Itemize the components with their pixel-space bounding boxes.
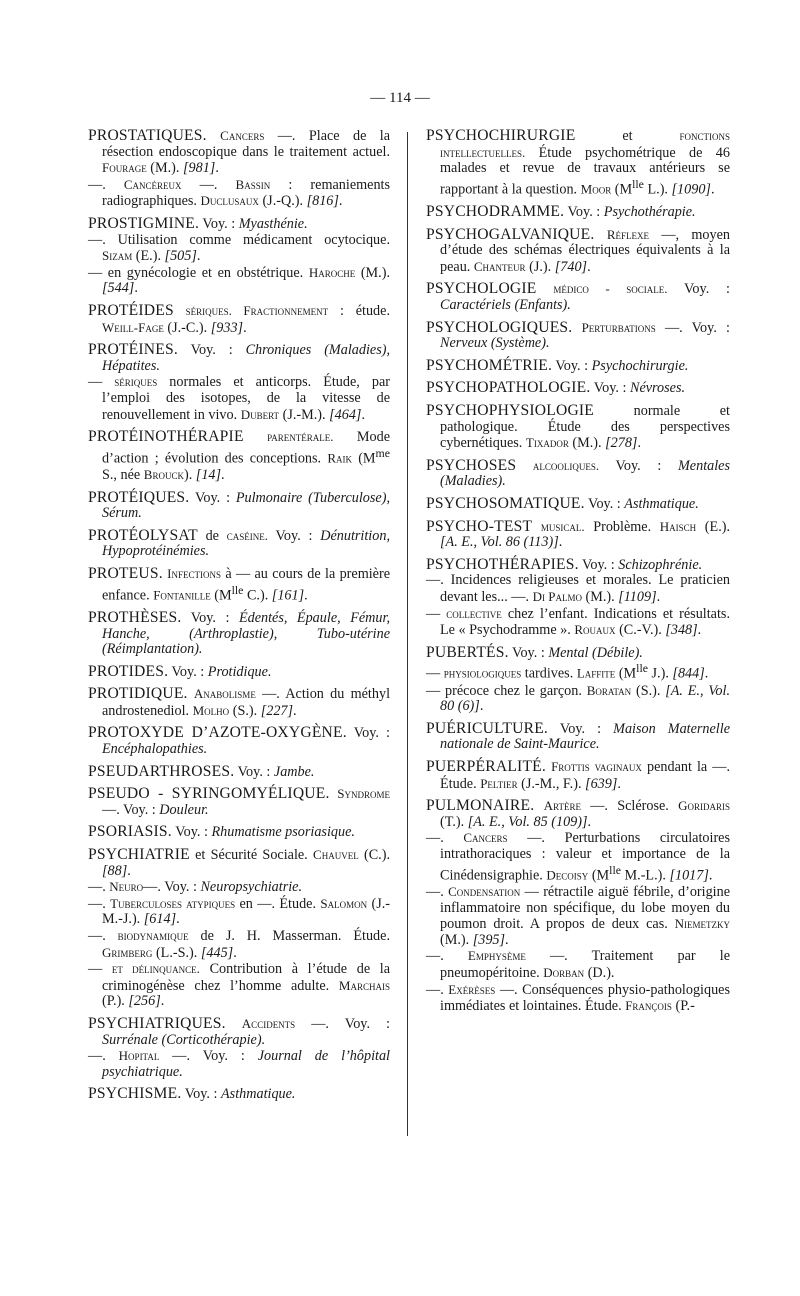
index-entry: —. Tuberculoses atypiques en —. Étude. Salomon (J.-M.-J.). [614].	[88, 895, 390, 928]
index-entry: —. Cancers —. Perturbations circulatoires intrathoraciques : valeur et importance de la Cinédensigraphie. Decoisy ($M^{lle}$ M.-L.). [1017].	[426, 830, 730, 884]
index-entry: PSYCHIATRIE et Sécurité Sociale. Chauvel (C.). [88].	[88, 846, 390, 879]
index-entry: —. biodynamique de J. H. Masserman. Étude. Grimberg (L.-S.). [445].	[88, 928, 390, 961]
column-divider	[407, 132, 408, 1136]
index-entry: PROSTIGMINE. Voy. : Myasthénie.	[88, 214, 308, 232]
index-entry: PUERPÉRALITÉ. Frottis vaginaux pendant la —. Étude. Peltier (J.-M., F.). [639].	[426, 758, 731, 792]
index-entry: PSYCHISME. Voy. : Asthmatique.	[88, 1085, 296, 1103]
index-entry: PSYCHOGALVANIQUE. Réflexe —, moyen d’étude des schémas électriques équivalents à la peau. Chanteur (J.). [740].	[426, 225, 730, 275]
index-entry: PUBERTÉS. Voy. : Mental (Débile).	[426, 643, 643, 661]
index-entry: — précoce chez le garçon. Boratan (S.). [A. E., Vol. 80 (6)].	[426, 682, 731, 715]
index-entry: PROTÉIQUES. Voy. : Pulmonaire (Tuberculose), Sérum.	[88, 488, 390, 522]
index-entry: PSYCHO-TEST musical. Problème. Haisch (E.). [A. E., Vol. 86 (113)].	[426, 517, 731, 551]
index-entry: PSYCHOLOGIE médico - sociale. Voy. : Caractériels (Enfants).	[426, 280, 731, 314]
index-entry: — collective chez l’enfant. Indications et résultats. Le « Psychodramme ». Rouaux (C.-V.). [348].	[426, 605, 730, 639]
index-entry: PROTEUS. Infections à — au cours de la première enfance. Fontanille ($M^{lle}$ C.). [161].	[88, 564, 391, 604]
index-entry: PROTÉINOTHÉRAPIE parentérale. Mode d’action ; évolution des conceptions. Raik ($M^{me}$ S., née Brouck). [14].	[88, 428, 390, 484]
index-entry: —. Exérèses —. Conséquences physio-pathologiques immédiates et lointaines. Étude. François (P.-	[426, 981, 730, 1015]
index-entry: — sériques normales et anticorps. Étude, par l’emploi des isotopes, de la vitesse de renouvellement in vivo. Dubert (J.-M.). [464].	[88, 374, 390, 423]
index-entry: PSORIASIS. Voy. : Rhumatisme psoriasique.	[88, 823, 355, 841]
index-entry: PSYCHOLOGIQUES. Perturbations —. Voy. : Nerveux (Système).	[426, 318, 730, 352]
index-entry: PROTÉINES. Voy. : Chroniques (Maladies), Hépatites.	[88, 341, 390, 374]
index-entry: PSYCHOPATHOLOGIE. Voy. : Névroses.	[426, 379, 686, 397]
index-entry: PULMONAIRE. Artère —. Sclérose. Goridaris (T.). [A. E., Vol. 85 (109)].	[426, 797, 730, 830]
index-entry: — physiologiques tardives. Laffite ($M^{lle}$ J.). [844].	[426, 661, 709, 683]
index-entry: —. Utilisation comme médicament ocytocique. Sizam (E.). [505].	[88, 231, 390, 265]
index-entry: PROTIDIQUE. Anabolisme —. Action du méthyl androstenediol. Molho (S.). [227].	[88, 685, 391, 719]
index-entry: —. Hopital —. Voy. : Journal de l’hôpital psychiatrique.	[88, 1048, 390, 1080]
index-entry: PSYCHOCHIRURGIE et fonctions intellectuelles. Étude psychométrique de 46 malades et revue de travaux antérieurs se rapportant à la question. Moor ($M^{lle}$ L.). [1090].	[426, 127, 730, 198]
index-entry: PSEUDO - SYRINGOMYÉLIQUE. Syndrome —. Voy. : Douleur.	[88, 785, 391, 818]
index-column-right	[426, 128, 730, 1015]
index-entry: PROTIDES. Voy. : Protidique.	[88, 662, 272, 680]
index-entry: PSEUDARTHROSES. Voy. : Jambe.	[88, 762, 315, 780]
index-entry: PUÉRICULTURE. Voy. : Maison Maternelle nationale de Saint-Maurice.	[426, 719, 730, 753]
index-entry: PROTÉOLYSAT de caséine. Voy. : Dénutrition, Hypoprotéinémies.	[88, 526, 390, 560]
index-entry: —. Incidences religieuses et morales. Le praticien devant les... —. Di Palmo (M.). [1109].	[426, 572, 730, 605]
index-entry: PSYCHOMÉTRIE. Voy. : Psychochirurgie.	[426, 356, 689, 374]
index-entry: PSYCHOSES alcooliques. Voy. : Mentales (Maladies).	[426, 456, 730, 490]
index-entry: — en gynécologie et en obstétrique. Haroche (M.). [544].	[88, 264, 390, 297]
index-entry: —. Emphysème —. Traitement par le pneumopéritoine. Dorban (D.).	[426, 948, 731, 981]
index-entry: PSYCHOTHÉRAPIES. Voy. : Schizophrénie.	[426, 555, 703, 573]
index-entry: PSYCHODRAMME. Voy. : Psychothérapie.	[426, 203, 696, 221]
index-entry: PSYCHOSOMATIQUE. Voy. : Asthmatique.	[426, 495, 699, 513]
index-column-left	[88, 128, 390, 1103]
index-entry: —. Neuro—. Voy. : Neuropsychiatrie.	[88, 879, 302, 896]
index-entry: PROTOXYDE D’AZOTE-OXYGÈNE. Voy. : Encéphalopathies.	[88, 724, 390, 758]
index-entry: —. Cancéreux —. Bassin : remaniements radiographiques. Duclusaux (J.-Q.). [816].	[88, 176, 391, 210]
index-entry: PSYCHOPHYSIOLOGIE normale et pathologique. Étude des perspectives cybernétiques. Tixador (M.). [278].	[426, 402, 730, 452]
index-entry: — et délinquance. Contribution à l’étude de la criminogénèse chez l’homme adulte. Marchais (P.). [256].	[88, 961, 390, 1010]
index-entry: PROTHÈSES. Voy. : Édentés, Épaule, Fémur, Hanche, (Arthroplastie), Tubo-utérine (Réimplantation).	[88, 608, 390, 658]
index-entry: PSYCHIATRIQUES. Accidents —. Voy. : Surrénale (Corticothérapie).	[88, 1014, 390, 1048]
index-entry: PROSTATIQUES. Cancers —. Place de la résection endoscopique dans le traitement actuel. Fourage (M.). [981].	[88, 127, 390, 177]
page-number: — 114 —	[370, 90, 430, 106]
index-entry: —. Condensation — rétractile aiguë fébrile, d’origine inflammatoire non spécifique, du lobe moyen du poumon droit. A propos de deux cas. Niemetzky (M.). [395].	[426, 883, 731, 948]
index-entry: PROTÉIDES sériques. Fractionnement : étude. Weill-Fage (J.-C.). [933].	[88, 301, 390, 336]
